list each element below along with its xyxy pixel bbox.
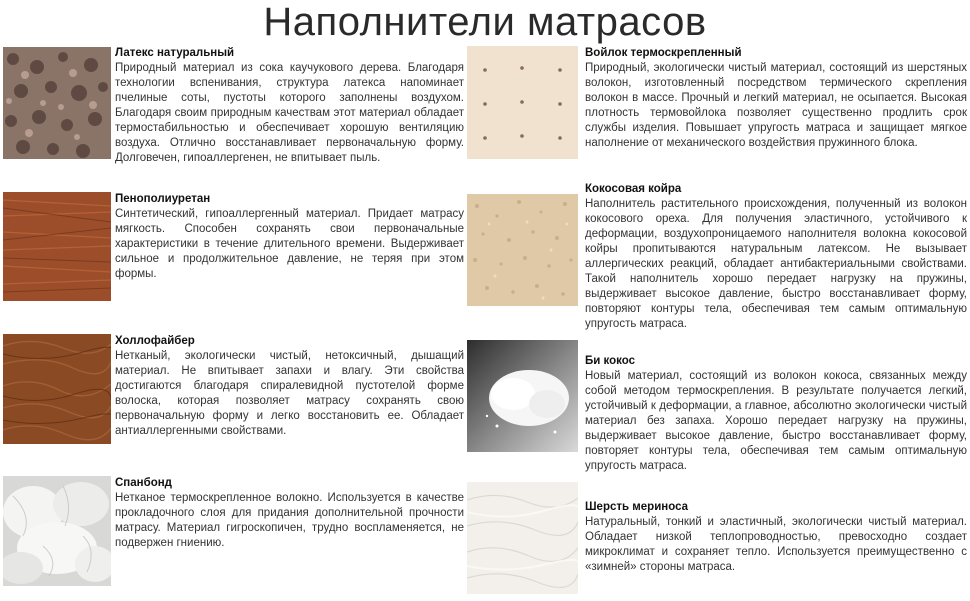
item-name: Латекс натуральный bbox=[115, 47, 235, 59]
holofiber-texture-image bbox=[3, 334, 111, 444]
coir-texture-image bbox=[467, 194, 578, 306]
item-name: Би кокос bbox=[585, 355, 636, 367]
item-name: Кокосовая койра bbox=[585, 183, 682, 195]
item-name: Войлок термоскрепленный bbox=[585, 47, 742, 59]
item-description: Натуральный, тонкий и эластичный, экологически чистый материал. Обладает низкой теплопроводностью, превосходно создает микроклимат и сохраняет тепло. Используется преимущественно с «зимней» стороны матраса. bbox=[585, 516, 967, 573]
item-description: Природный, экологически чистый материал, состоящий из шерстяных волокон, изготовленный посредством термического скрепления волокон в массе. Прочный и легкий материал, не осыпается. Высокая плотность термовойлока позволяет существенно продлить срок службы изделия. Повышает упругость матраса и защищает мягкое наполнение от механического воздействия пружинного блока. bbox=[585, 62, 967, 149]
spunbond-texture-image bbox=[3, 476, 111, 586]
item-name: Холлофайбер bbox=[115, 335, 195, 347]
wool-texture-image bbox=[467, 482, 578, 594]
item-description: Нетканый, экологически чистый, нетоксичный, дышащий материал. Не впитывает запахи и влагу. Эти свойства достигаются благодаря спиралевидной пустотелой форме волоска, которая позволяет матрасу сохранять свою первоначальную форму и легко восстановить ее. Обладает антиаллергенными свойствами. bbox=[115, 350, 464, 437]
item-description: Нетканое термоскрепленное волокно. Используется в качестве прокладочного слоя для придания дополнительной прочности матрасу. Материал гигроскопичен, трудно воспламеняется, не подвержен гниению. bbox=[115, 492, 464, 549]
foam-texture-image bbox=[3, 192, 111, 301]
item-description: Наполнитель растительного происхождения, полученный из волокон кокосового ореха. Для получения эластичного, устойчивого к деформации, воздухопроницаемого наполнителя волокна кокосовой койры пропитываются натуральным латексом. Не вызывает аллергических реакций, обладает антибактериальными свойствами. Такой наполнитель хорошо передает нагрузку на пружины, выдерживает высокое давление, быстро восстанавливает форму, повторяют контуры тела, обеспечивая тем самым оптимальную упругость матраса. bbox=[585, 198, 967, 330]
page-title: Наполнители матрасов bbox=[263, 0, 707, 44]
latex-texture-image bbox=[3, 47, 111, 159]
item-name: Пенополиуретан bbox=[115, 193, 211, 205]
item-name: Шерсть мериноса bbox=[585, 501, 689, 513]
item-description: Синтетический, гипоаллергенный материал. Придает матрасу мягкость. Способен сохранять свои первоначальные характеристики в течение длительного времени. Выдерживает сильное и продолжительное давление, не теряя при этом формы. bbox=[115, 208, 464, 280]
fiber-pile-texture-image bbox=[467, 340, 578, 452]
item-description: Природный материал из сока каучукового дерева. Благодаря технологии вспенивания, структура латекса напоминает пчелиные соты, пустоты которого заполнены воздухом. Благодаря своим природным качествам этот материал обладает термостабильностью и обеспечивает хорошую вентиляцию воздуха. Отлично восстанавливает первоначальную форму. Долговечен, гипоаллергенен, не впитывает пыль. bbox=[115, 62, 464, 164]
felt-texture-image bbox=[467, 46, 578, 159]
item-description: Новый материал, состоящий из волокон кокоса, связанных между собой методом термоскрепления. В результате получается легкий, устойчивый к деформации, а главное, абсолютно экологически чистый материал без запаха. Хорошо передает нагрузку на пружины, выдерживает высокое давление, быстро восстанавливает форму, повторяет контуры тела, обеспечивая тем самым оптимальную упругость матраса. bbox=[585, 370, 967, 472]
item-name: Спанбонд bbox=[115, 477, 172, 489]
